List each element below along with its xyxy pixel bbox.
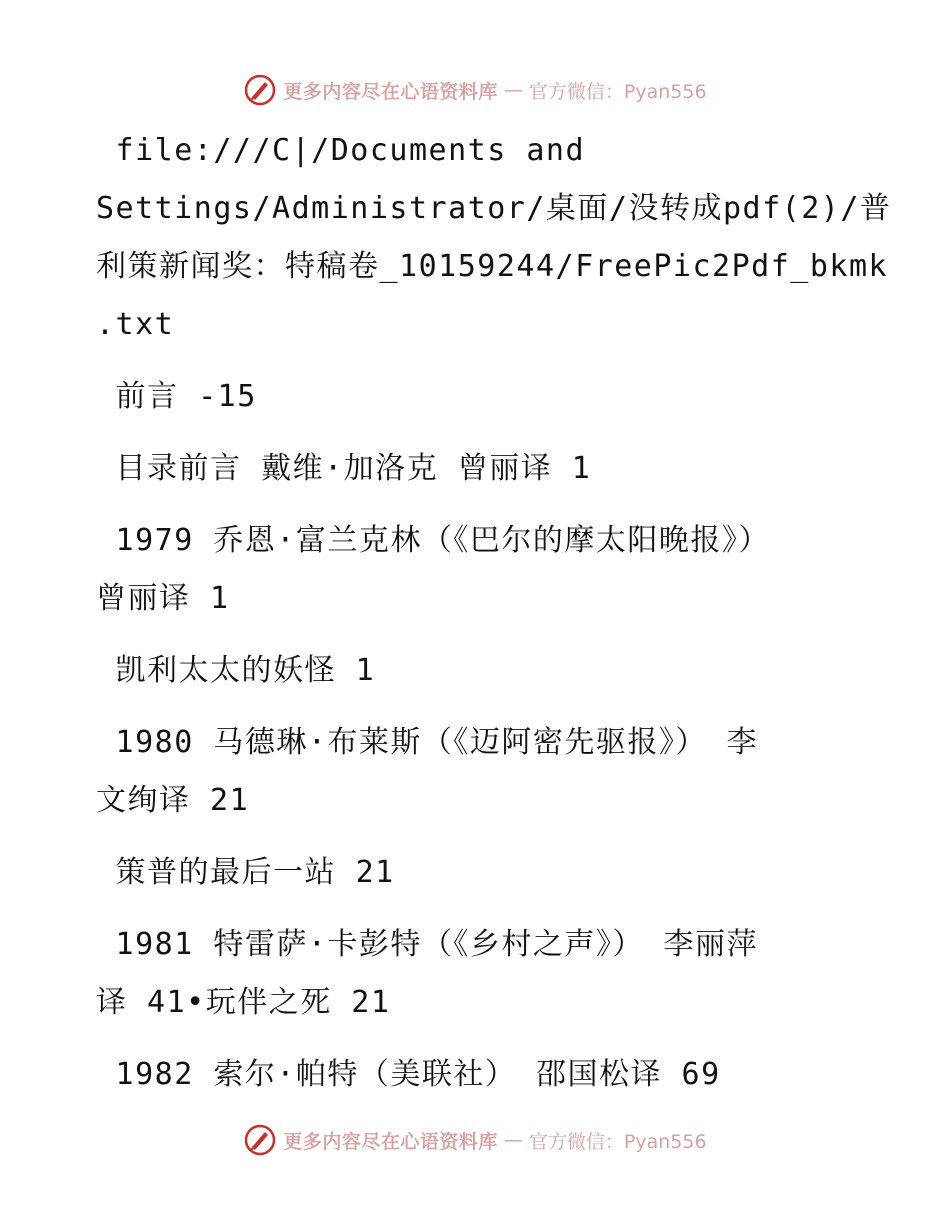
text-line: 译 41•玩伴之死 21 [96,985,391,1020]
watermark-top [0,70,950,110]
text-line: 1981 特雷萨·卡彭特（《乡村之声》） 李丽萍 [96,927,758,962]
watermark-main-text: 更多内容尽在心语资料库 [283,80,498,103]
document-body [96,122,892,1104]
text-line: 前言 -15 [96,379,257,414]
watermark-sub-text: 官方微信：Pyan556 [528,1130,707,1153]
text-line: 1980 马德琳·布莱斯（《迈阿密先驱报》） 李 [96,725,758,760]
watermark-separator: — [503,79,523,101]
text-line: 凯利太太的妖怪 1 [96,653,376,688]
watermark-main-text: 更多内容尽在心语资料库 [283,1130,498,1153]
text-line: 1982 索尔·帕特（美联社） 邵国松译 69 [96,1057,721,1092]
text-line: file:///C|/Documents and [96,133,586,168]
text-line: Settings/Administrator/桌面/没转成pdf(2)/普 [96,191,892,226]
quill-logo-icon [243,1123,277,1157]
text-line: 文绚译 21 [96,783,250,818]
text-line: 策普的最后一站 21 [96,855,395,890]
text-line: .txt [96,307,175,342]
watermark-bottom [0,1120,950,1160]
text-line: 利策新闻奖：特稿卷_10159244/FreePic2Pdf_bkmk [96,249,889,284]
watermark-sub-text: 官方微信：Pyan556 [528,80,707,103]
text-line: 目录前言 戴维·加洛克 曾丽译 1 [96,451,592,486]
text-line: 曾丽译 1 [96,581,230,616]
quill-logo-icon [243,73,277,107]
text-line: 1979 乔恩·富兰克林（《巴尔的摩太阳晚报》） [96,523,770,558]
watermark-separator: — [503,1129,523,1151]
